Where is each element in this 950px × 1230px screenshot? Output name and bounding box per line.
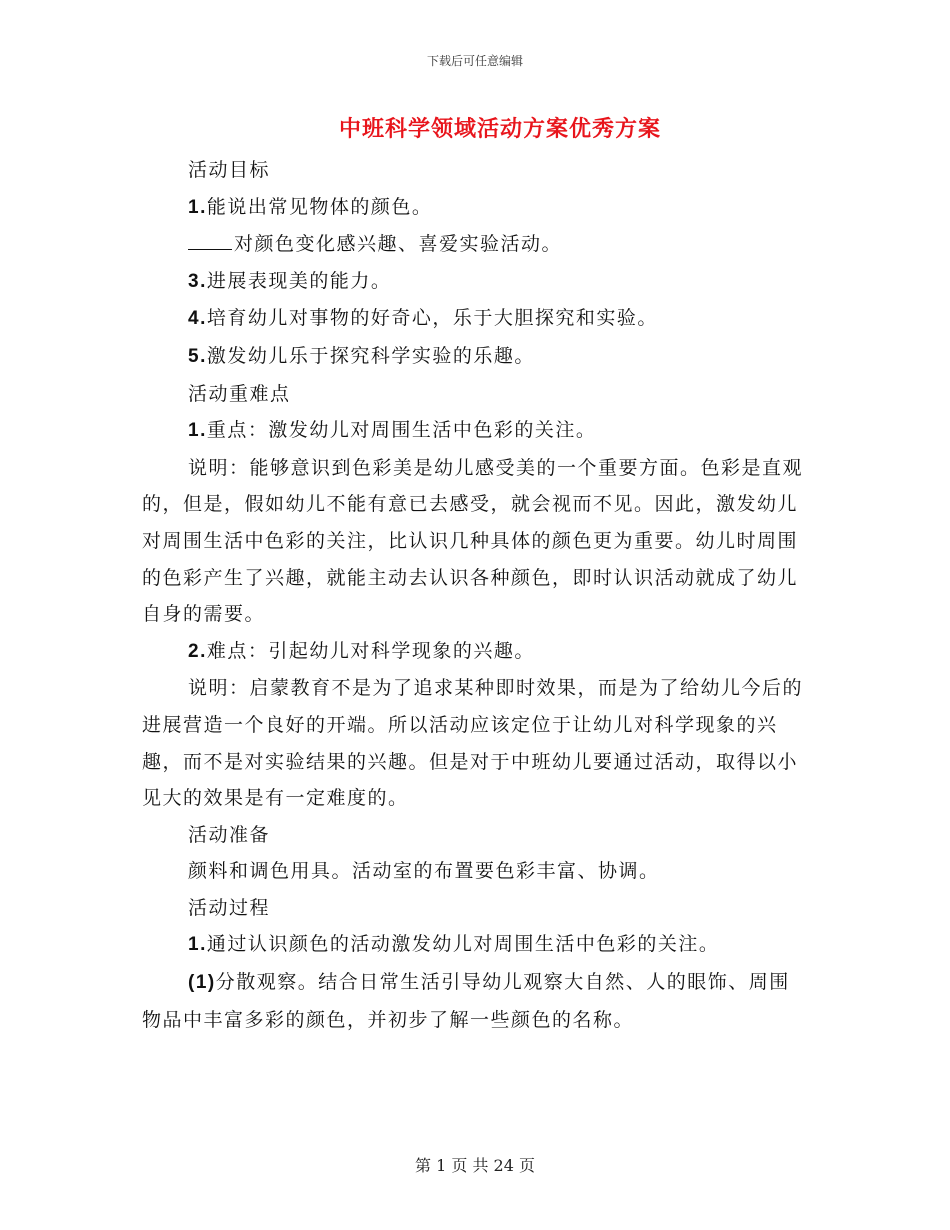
goal-item-4 [142,300,810,338]
section-heading-keypoints: 活动重难点 [188,382,291,405]
goal-item-1 [142,189,810,227]
process-step-1-sub-text: 分散观察。结合日常生活引导幼儿观察大自然、人的眼饰、周围物品中丰富多彩的颜色，并初步了解一些颜色的名称。 [142,971,790,1031]
process-step-1-text: 通过认识颜色的活动激发幼儿对周围生活中色彩的关注。 [206,933,720,956]
keypoint-item-2-number: 2. [188,640,207,662]
section-heading-goals: 活动目标 [188,159,271,181]
keypoint-item-1-note: 说明：能够意识到色彩美是幼儿感受美的一个重要方面。色彩是直观的，但是，假如幼儿不能有意已去感受，就会视而不见。因此，激发幼儿对周围生活中色彩的关注，比认识几种具体的颜色更为重要。幼儿时周围的色彩产生了兴趣，就能主动去认识各种颜色，即时认识活动就成了幼儿自身的需要。 [142,456,804,626]
header-note: 下载后可任意编辑 [426,54,523,68]
keypoint-item-2 [142,633,810,671]
goal-item-3-text: 进展表现美的能力。 [206,269,392,292]
goal-item-4-text: 培育幼儿对事物的好奇心，乐于大胆探究和实验。 [206,307,658,330]
goal-item-5-number: 5. [188,345,207,367]
process-step-1-sub-number: (1) [188,972,216,994]
keypoint-item-1-number: 1. [188,420,207,442]
goal-item-2 [142,226,810,263]
process-step-1 [142,926,810,964]
keypoint-item-2-note: 说明：启蒙教育不是为了追求某种即时效果，而是为了给幼儿今后的进展营造一个良好的开端。所以活动应该定位于让幼儿对科学现象的兴趣，而不是对实验结果的兴趣。但是对于中班幼儿要通过活动，取得以小见大的效果是有一定难度的。 [142,677,804,810]
keypoint-item-1-text: 重点：激发幼儿对周围生活中色彩的关注。 [206,419,597,442]
preparation-text: 颜料和调色用具。活动室的布置要色彩丰富、协调。 [188,860,660,883]
document-title: 中班科学领域活动方案优秀方案 [338,116,661,142]
process-step-1-sub [142,964,810,1038]
keypoint-item-1 [142,412,810,450]
fill-in-blank [188,233,232,250]
keypoint-item-2-text: 难点：引起幼儿对科学现象的兴趣。 [206,639,535,662]
goal-item-1-number: 1. [188,196,207,218]
page-number-footer: 第 1 页 共 24 页 [415,1156,535,1175]
goal-item-5 [142,338,810,376]
section-heading-process: 活动过程 [188,896,271,919]
document-body [142,152,810,1038]
section-heading-preparation: 活动准备 [188,823,271,846]
goal-item-2-text: 对颜色变化感兴趣、喜爱实验活动。 [234,233,563,256]
goal-item-3-number: 3. [188,270,207,292]
goal-item-5-text: 激发幼儿乐于探究科学实验的乐趣。 [206,344,535,367]
process-step-1-number: 1. [188,934,207,956]
goal-item-3 [142,263,810,301]
goal-item-4-number: 4. [188,308,207,330]
goal-item-1-text: 能说出常见物体的颜色。 [206,195,433,218]
